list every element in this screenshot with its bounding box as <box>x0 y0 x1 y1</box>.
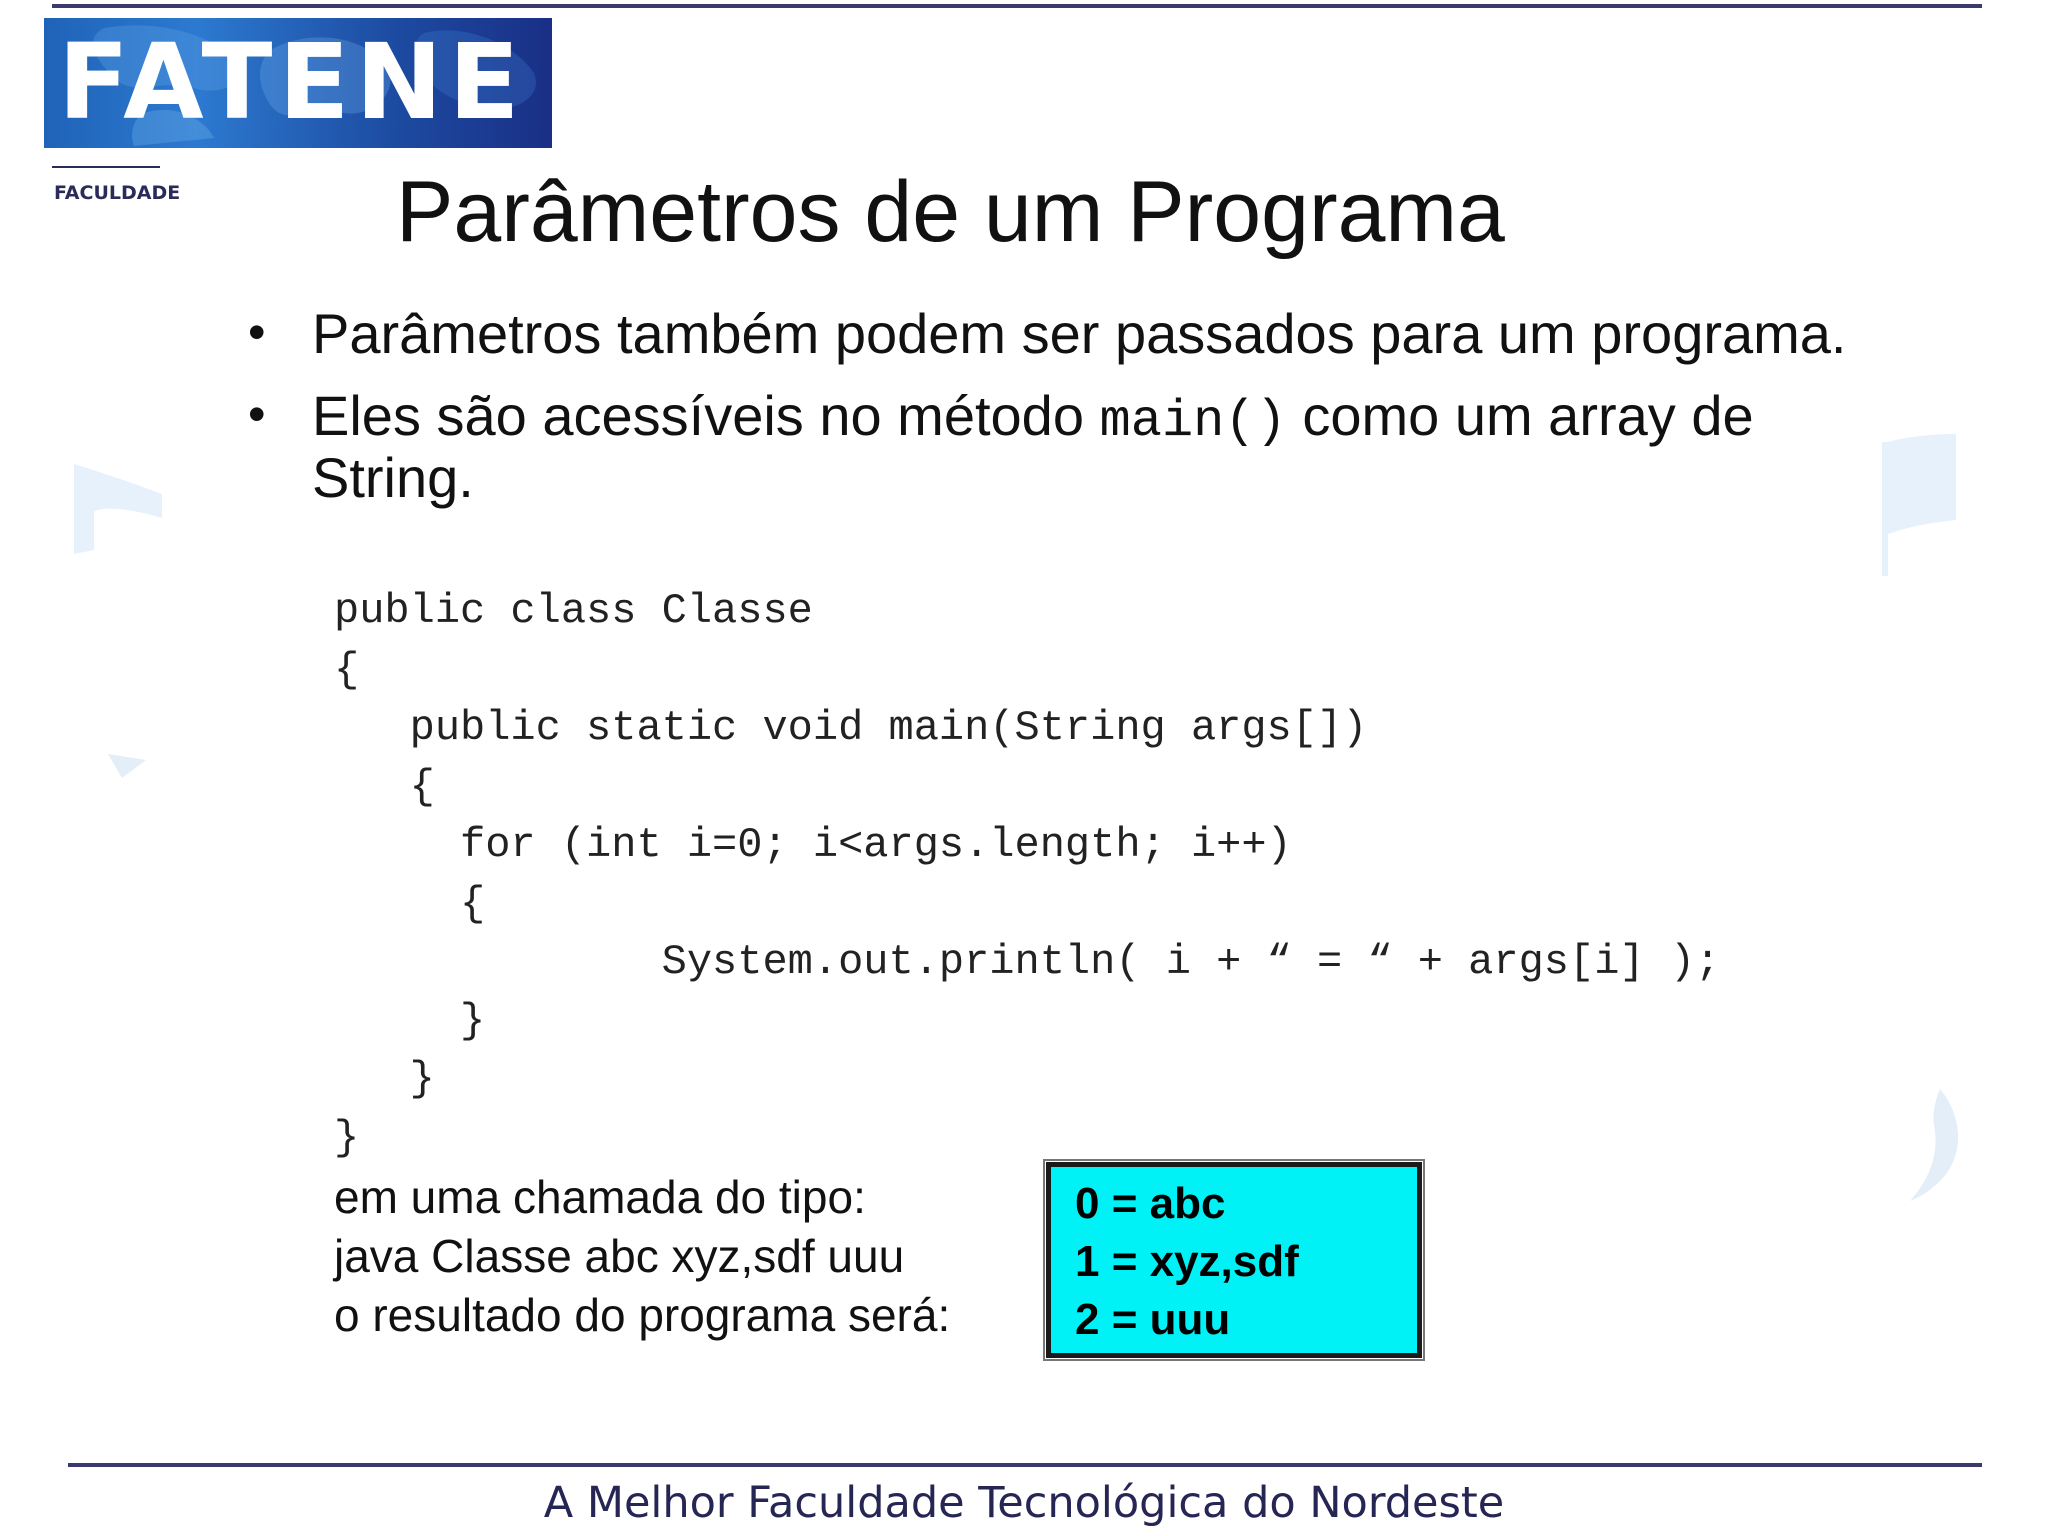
code-line: } <box>334 1113 360 1162</box>
footer-rule <box>68 1463 1982 1467</box>
bullet-marker: • <box>248 304 266 360</box>
logo-subtitle: FACULDADE <box>54 182 181 204</box>
footer-tagline: A Melhor Faculdade Tecnológica do Nordeste <box>543 1478 1505 1528</box>
top-rule <box>52 4 1982 8</box>
code-line: System.out.println( i + “ = “ + args[i] ); <box>334 938 1721 986</box>
slide-title: Parâmetros de um Programa <box>396 164 1505 260</box>
explanation-line: em uma chamada do tipo: <box>334 1171 866 1223</box>
flag-decoration-right <box>1880 430 1960 580</box>
bullet-item <box>244 302 1864 365</box>
call-explanation <box>334 1168 950 1345</box>
bullet-marker: • <box>248 386 266 442</box>
explanation-line: java Classe abc xyz,sdf uuu <box>334 1230 905 1282</box>
ribbon-decoration-right <box>1900 1085 1970 1205</box>
code-block <box>334 582 1720 1167</box>
bullet-list <box>244 302 1864 532</box>
code-line: { <box>334 879 486 928</box>
bullet-text-start: Eles são acessíveis no método <box>312 384 1100 447</box>
code-line: public class Classe <box>334 587 813 635</box>
logo-divider <box>52 166 160 168</box>
bullet-text-end: como um array de String. <box>312 384 1754 509</box>
code-line: } <box>334 996 486 1045</box>
bullet-item <box>244 384 1864 509</box>
code-line: for (int i=0; i<args.length; i++) <box>334 821 1292 869</box>
output-line: 0 = abc <box>1075 1179 1226 1228</box>
output-line: 2 = uuu <box>1075 1295 1231 1344</box>
code-line: } <box>334 1055 435 1103</box>
flag-decoration-left <box>70 458 166 554</box>
code-line: { <box>334 645 360 694</box>
program-output-box <box>1046 1162 1422 1358</box>
bullet-text: Parâmetros também podem ser passados para um programa. <box>312 302 1847 365</box>
code-line: public static void main(String args[]) <box>334 704 1368 752</box>
code-line: { <box>334 762 435 811</box>
flag-decoration-small <box>108 752 148 782</box>
logo-wordmark: FATENE <box>58 21 526 143</box>
inline-code: main() <box>1099 392 1287 451</box>
output-line: 1 = xyz,sdf <box>1075 1237 1299 1286</box>
fatene-logo <box>44 18 552 148</box>
explanation-line: o resultado do programa será: <box>334 1289 951 1341</box>
